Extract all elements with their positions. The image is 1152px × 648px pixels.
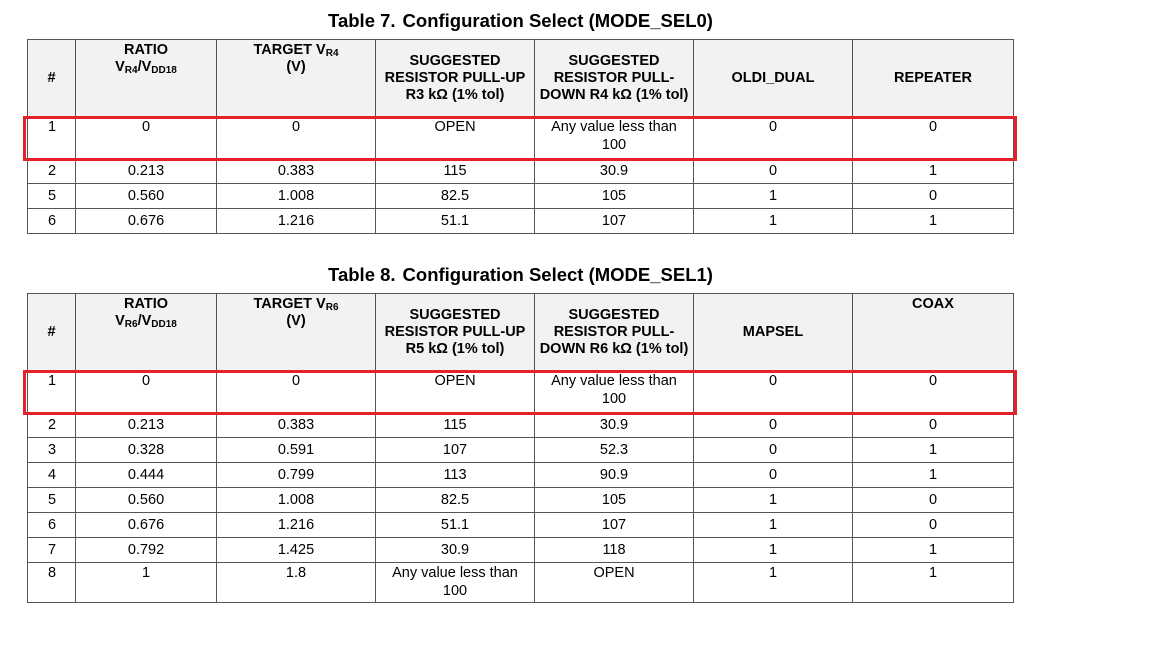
- cell: 1: [853, 209, 1014, 234]
- cell: 115: [376, 159, 535, 184]
- cell: 1: [28, 371, 76, 413]
- cell: 0: [853, 513, 1014, 538]
- cell: 1.216: [217, 209, 376, 234]
- cell: 0: [694, 413, 853, 438]
- cell: 0.383: [217, 413, 376, 438]
- cell: 107: [535, 513, 694, 538]
- cell: 0.328: [76, 438, 217, 463]
- cell: 2: [28, 159, 76, 184]
- cell: 90.9: [535, 463, 694, 488]
- table7-title-text: Configuration Select (MODE_SEL0): [402, 10, 713, 31]
- header-repeater: REPEATER: [853, 40, 1014, 117]
- cell: 0: [694, 438, 853, 463]
- table-row: [28, 463, 1014, 488]
- cell: OPEN: [376, 117, 535, 159]
- cell: 0: [76, 117, 217, 159]
- table-row: [28, 117, 1014, 159]
- cell: Any value less than 100: [535, 117, 694, 159]
- cell: 0.383: [217, 159, 376, 184]
- table8-title-text: Configuration Select (MODE_SEL1): [402, 264, 713, 285]
- header-oldi-dual: OLDI_DUAL: [694, 40, 853, 117]
- cell: 1.425: [217, 538, 376, 563]
- table-header-row: [28, 40, 1014, 117]
- cell: 0.213: [76, 159, 217, 184]
- header-target: TARGET $V_{R4}$ (V): [217, 40, 376, 117]
- table-row: [28, 159, 1014, 184]
- table-row: [28, 538, 1014, 563]
- cell: 1.216: [217, 513, 376, 538]
- cell: 0: [853, 184, 1014, 209]
- cell: 52.3: [535, 438, 694, 463]
- cell: 113: [376, 463, 535, 488]
- cell: 51.1: [376, 513, 535, 538]
- cell: 5: [28, 488, 76, 513]
- cell: 1: [694, 563, 853, 603]
- cell: 0: [694, 117, 853, 159]
- cell: 0: [694, 371, 853, 413]
- table8-title-number: Table 8.: [328, 264, 396, 285]
- table7-title-number: Table 7.: [328, 10, 396, 31]
- cell: 105: [535, 184, 694, 209]
- table7: [27, 39, 1014, 234]
- header-pullup: SUGGESTED RESISTOR PULL-UP R3 kΩ (1% tol): [376, 40, 535, 117]
- cell: 0: [853, 371, 1014, 413]
- cell: 0: [217, 117, 376, 159]
- cell: 0: [694, 463, 853, 488]
- header-num: #: [28, 294, 76, 371]
- cell: 0.676: [76, 209, 217, 234]
- cell: 0: [853, 117, 1014, 159]
- table-row: [28, 184, 1014, 209]
- cell: 107: [535, 209, 694, 234]
- cell: 107: [376, 438, 535, 463]
- table-row: [28, 438, 1014, 463]
- table7-title: [28, 10, 1013, 32]
- cell: 1: [853, 438, 1014, 463]
- cell: 1: [694, 184, 853, 209]
- cell: 0.799: [217, 463, 376, 488]
- cell: 7: [28, 538, 76, 563]
- cell: 6: [28, 513, 76, 538]
- cell: 0.213: [76, 413, 217, 438]
- table8: [27, 293, 1014, 603]
- cell: 1.008: [217, 184, 376, 209]
- cell: 0: [217, 371, 376, 413]
- cell: 1: [853, 563, 1014, 603]
- header-ratio: RATIO $V_{R4}/V_{DD18}$: [76, 40, 217, 117]
- cell: 8: [28, 563, 76, 603]
- table-row: [28, 209, 1014, 234]
- header-pulldown: SUGGESTED RESISTOR PULL-DOWN R4 kΩ (1% tol): [535, 40, 694, 117]
- cell: 0: [76, 371, 217, 413]
- cell: 1.008: [217, 488, 376, 513]
- cell: 0.792: [76, 538, 217, 563]
- cell: 0.560: [76, 488, 217, 513]
- cell: 0: [853, 413, 1014, 438]
- cell: 0: [694, 159, 853, 184]
- cell: 1: [28, 117, 76, 159]
- cell: 0: [853, 488, 1014, 513]
- cell: 4: [28, 463, 76, 488]
- table-row: [28, 488, 1014, 513]
- header-coax: COAX: [853, 294, 1014, 371]
- table-row: [28, 371, 1014, 413]
- header-target: TARGET $V_{R6}$ (V): [217, 294, 376, 371]
- header-mapsel: MAPSEL: [694, 294, 853, 371]
- cell: 1.8: [217, 563, 376, 603]
- cell: 0.560: [76, 184, 217, 209]
- cell: 1: [694, 209, 853, 234]
- cell: 2: [28, 413, 76, 438]
- cell: 115: [376, 413, 535, 438]
- cell: 30.9: [376, 538, 535, 563]
- cell: 1: [694, 488, 853, 513]
- cell: 105: [535, 488, 694, 513]
- cell: 6: [28, 209, 76, 234]
- header-ratio: RATIO $V_{R6}/V_{DD18}$: [76, 294, 217, 371]
- table-header-row: [28, 294, 1014, 371]
- cell: 1: [694, 513, 853, 538]
- cell: 30.9: [535, 413, 694, 438]
- cell: 82.5: [376, 184, 535, 209]
- header-num: #: [28, 40, 76, 117]
- cell: 51.1: [376, 209, 535, 234]
- cell: 1: [853, 463, 1014, 488]
- cell: 0.591: [217, 438, 376, 463]
- table-row: [28, 413, 1014, 438]
- cell: 30.9: [535, 159, 694, 184]
- cell: 1: [694, 538, 853, 563]
- cell: 1: [853, 159, 1014, 184]
- header-pullup: SUGGESTED RESISTOR PULL-UP R5 kΩ (1% tol): [376, 294, 535, 371]
- header-pulldown: SUGGESTED RESISTOR PULL-DOWN R6 kΩ (1% tol): [535, 294, 694, 371]
- table-row: [28, 513, 1014, 538]
- cell: OPEN: [535, 563, 694, 603]
- cell: Any value less than 100: [535, 371, 694, 413]
- cell: 0.444: [76, 463, 217, 488]
- cell: OPEN: [376, 371, 535, 413]
- table-row: [28, 563, 1014, 603]
- cell: 3: [28, 438, 76, 463]
- table8-title: [28, 264, 1013, 286]
- cell: 1: [853, 538, 1014, 563]
- cell: 82.5: [376, 488, 535, 513]
- cell: 0.676: [76, 513, 217, 538]
- cell: 5: [28, 184, 76, 209]
- cell: 1: [76, 563, 217, 603]
- cell: Any value less than 100: [376, 563, 535, 603]
- cell: 118: [535, 538, 694, 563]
